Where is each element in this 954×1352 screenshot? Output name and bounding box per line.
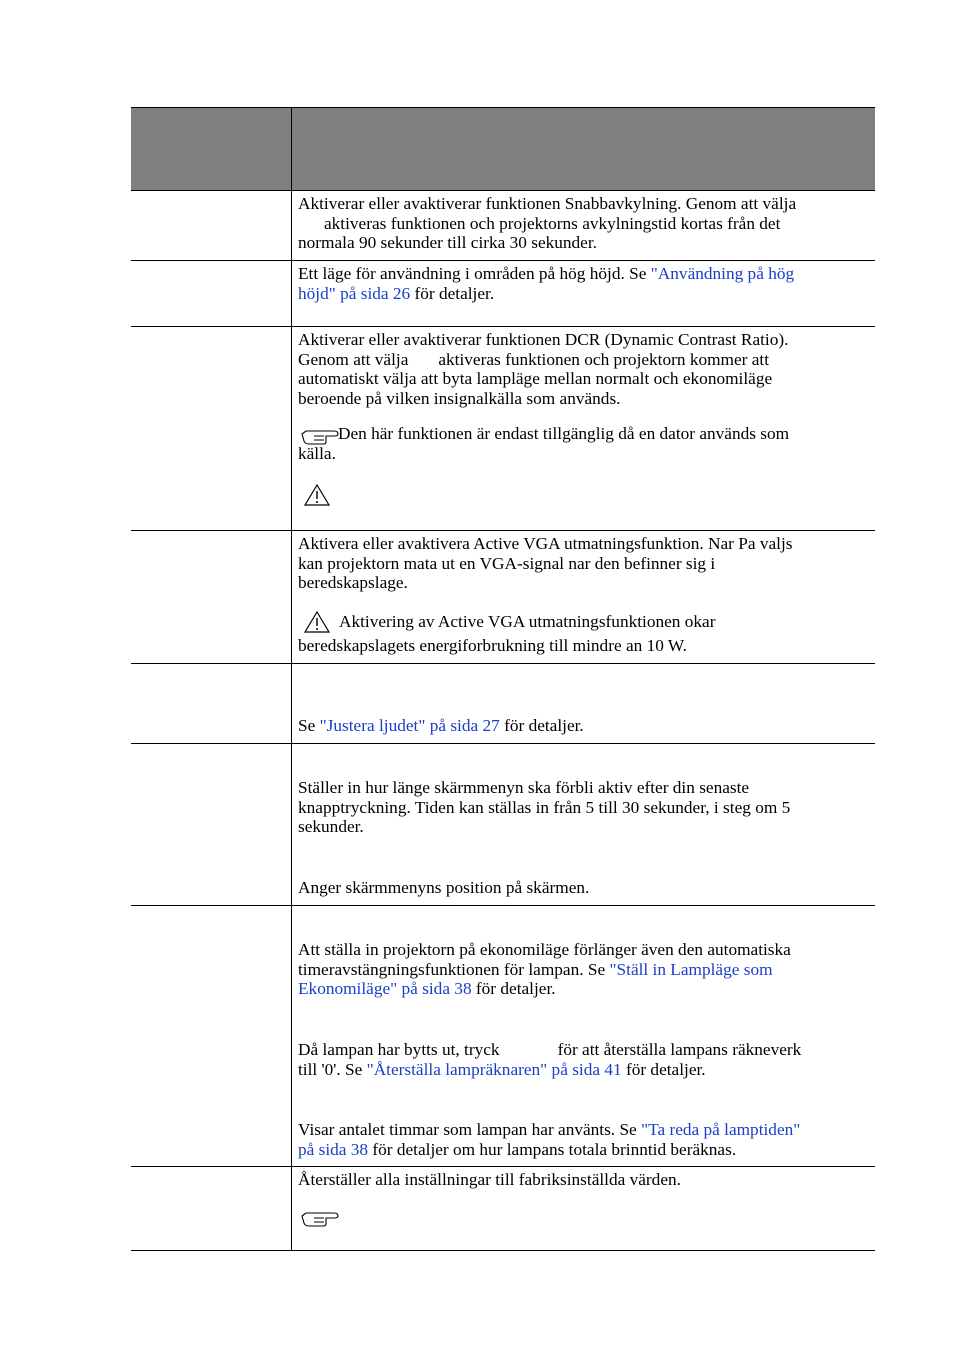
- warning-icon: [303, 483, 331, 507]
- column-divider: [291, 191, 292, 1251]
- row-divider: [131, 530, 875, 531]
- row-divider: [131, 743, 875, 744]
- row-divider: [131, 1166, 875, 1167]
- lamp-hours-link-cont[interactable]: på sida 38: [298, 1139, 369, 1159]
- row-divider: [131, 1250, 875, 1251]
- menu-display-time-description: Ställer in hur länge skärmmenyn ska förbli aktiv efter din senaste knapptryckning. Tiden kan ställas in från 5 till 30 sekunder, i steg om 5 sekunder.: [298, 778, 791, 837]
- row-divider: [131, 326, 875, 327]
- active-vga-description: Aktivera eller avaktivera Active VGA utmatningsfunktion. Nar Pa valjs kan projektorn mata ut en VGA-signal nar den befinner sig i beredskapslage.: [298, 534, 793, 593]
- menu-position-description: Anger skärmmenyns position på skärmen.: [298, 878, 590, 897]
- header-divider: [291, 108, 292, 192]
- row-divider: [131, 905, 875, 906]
- quick-cooling-description: Aktiverar eller avaktiverar funktionen Snabbavkylning. Genom att välja aktiveras funktionen och projektorns avkylningstid kortas från det normala 90 sekunder till cirka 30 sekunder.: [298, 194, 797, 253]
- lamp-reset-link[interactable]: "Återställa lampräknaren" på sida 41: [366, 1059, 622, 1079]
- reset-description: Återställer alla inställningar till fabriksinställda värden.: [298, 1170, 681, 1189]
- table-header: [131, 107, 875, 191]
- lamp-hours-link[interactable]: "Ta reda på lamptiden": [641, 1120, 801, 1139]
- audio-link[interactable]: "Justera ljudet" på sida 27: [319, 716, 500, 735]
- row-divider: [131, 260, 875, 261]
- hand-note-icon: [300, 1208, 340, 1228]
- lamp-eco-link[interactable]: "Ställ in Lampläge som: [609, 959, 773, 979]
- lamp-eco-link-cont[interactable]: Ekonomiläge" på sida 38: [298, 979, 472, 999]
- lamp-eco-description: Att ställa in projektorn på ekonomiläge förlänger även den automatiska timeravstängningsfunktionen för lampan. Se "Ställ in Lampläge som Ekonomiläge" på sida 38 för detaljer.: [298, 940, 791, 999]
- high-altitude-link-cont[interactable]: höjd" på sida 26: [298, 283, 411, 303]
- hand-note-icon: [300, 426, 340, 446]
- dcr-description: Aktiverar eller avaktiverar funktionen DCR (Dynamic Contrast Ratio). Genom att välja aktiveras funktionen och projektorn kommer att automatiskt välja att byta lampläge mellan normalt och ekonomiläge beroende på vilken insignalkälla som används.: [298, 330, 789, 408]
- lamp-hours-description: Visar antalet timmar som lampan har använts. Se "Ta reda på lamptiden" på sida 38 för detaljer om hur lampans totala brinntid beräknas.: [298, 1120, 801, 1159]
- dcr-note: Den här funktionen är endast tillgänglig då en dator används som källa.: [298, 424, 790, 463]
- active-vga-warning: Aktivering av Active VGA utmatningsfunktionen okar beredskapslagets energiforbrukning till mindre an 10 W.: [298, 612, 716, 655]
- high-altitude-link[interactable]: "Användning på hög: [650, 264, 795, 283]
- high-altitude-description: Ett läge för användning i områden på hög höjd. Se "Användning på hög höjd" på sida 26 för detaljer.: [298, 264, 795, 303]
- audio-description: Se "Justera ljudet" på sida 27 för detaljer.: [298, 716, 584, 735]
- row-divider: [131, 663, 875, 664]
- lamp-reset-description: Då lampan har bytts ut, tryck för att återställa lampans räkneverk till '0'. Se "Återställa lampräknaren" på sida 41 för detaljer.: [298, 1040, 802, 1079]
